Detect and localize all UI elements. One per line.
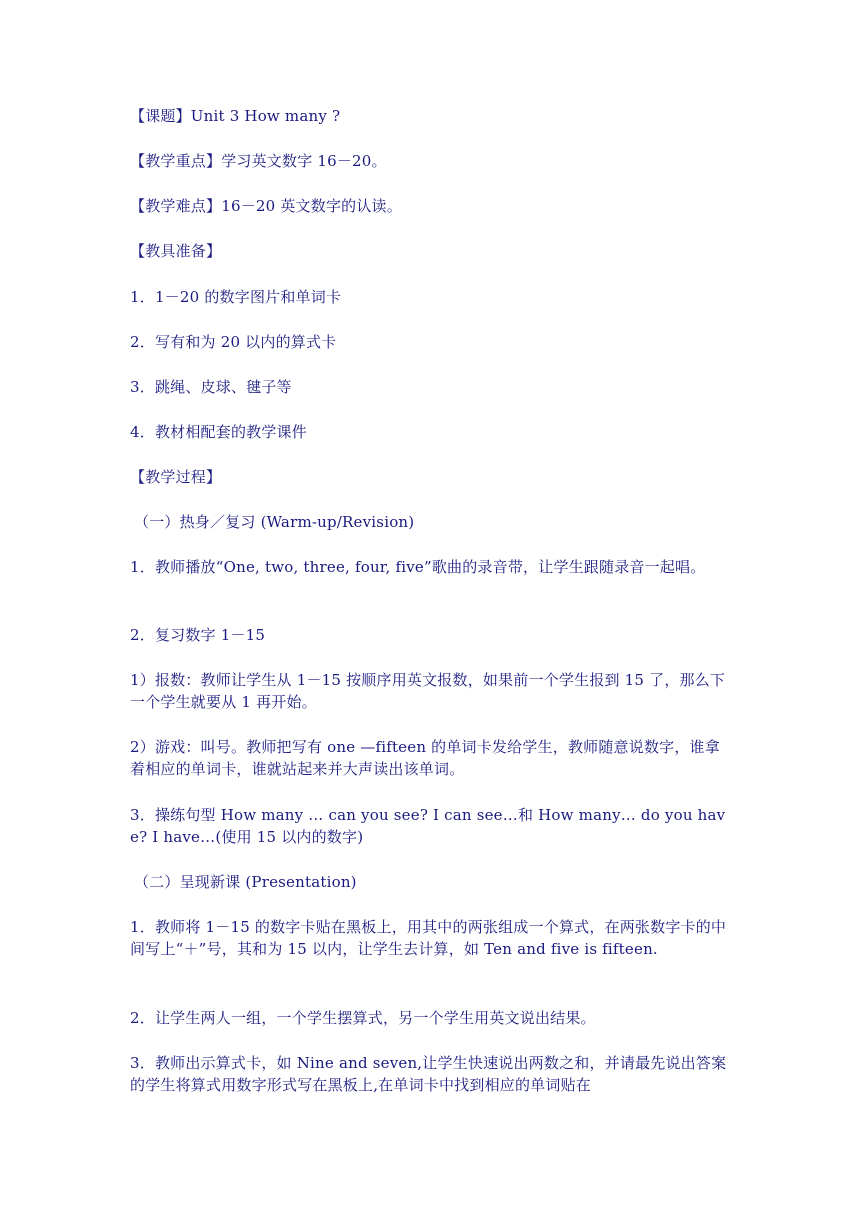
lesson-title: 【课题】Unit 3 How many ?: [130, 107, 341, 125]
warmup-substep-2: 2）游戏：叫号。教师把写有 one —fifteen 的单词卡发给学生，教师随意说数字，谁拿着相应的单词卡，谁就站起来并大声读出该单词。: [130, 738, 720, 778]
teaching-difficulty: 【教学难点】16－20 英文数字的认读。: [130, 197, 402, 215]
presentation-step-1: 1．教师将 1－15 的数字卡贴在黑板上，用其中的两张组成一个算式，在两张数字卡的中间写上“＋”号，其和为 15 以内，让学生去计算，如 Ten and five is fifteen.: [130, 918, 727, 958]
section-warmup-heading: （一）热身／复习 (Warm-up/Revision): [134, 513, 415, 531]
aid-item-4: 4．教材相配套的教学课件: [130, 423, 307, 441]
teaching-focus: 【教学重点】学习英文数字 16－20。: [130, 152, 387, 170]
aid-item-3: 3．跳绳、皮球、毽子等: [130, 378, 292, 396]
teaching-aids-heading: 【教具准备】: [130, 242, 222, 260]
presentation-step-2: 2．让学生两人一组，一个学生摆算式，另一个学生用英文说出结果。: [130, 1009, 596, 1027]
aid-item-2: 2．写有和为 20 以内的算式卡: [130, 333, 337, 351]
warmup-step-2: 2．复习数字 1－15: [130, 626, 266, 644]
warmup-substep-1: 1）报数：教师让学生从 1－15 按顺序用英文报数，如果前一个学生报到 15 了，那么下一个学生就要从 1 再开始。: [130, 671, 726, 711]
warmup-step-1: 1．教师播放“One, two, three, four, five”歌曲的录音带，让学生跟随录音一起唱。: [130, 558, 706, 576]
presentation-step-3: 3．教师出示算式卡，如 Nine and seven,让学生快速说出两数之和，并请最先说出答案的学生将算式用数字形式写在黑板上,在单词卡中找到相应的单词贴在: [130, 1054, 727, 1094]
teaching-process-heading: 【教学过程】: [130, 468, 222, 486]
warmup-step-3: 3．操练句型 How many … can you see? I can see…和 How many… do you have? I have…(使用 15 以内的数字): [130, 806, 726, 846]
section-presentation-heading: （二）呈现新课 (Presentation): [134, 873, 357, 891]
aid-item-1: 1．1－20 的数字图片和单词卡: [130, 288, 342, 306]
